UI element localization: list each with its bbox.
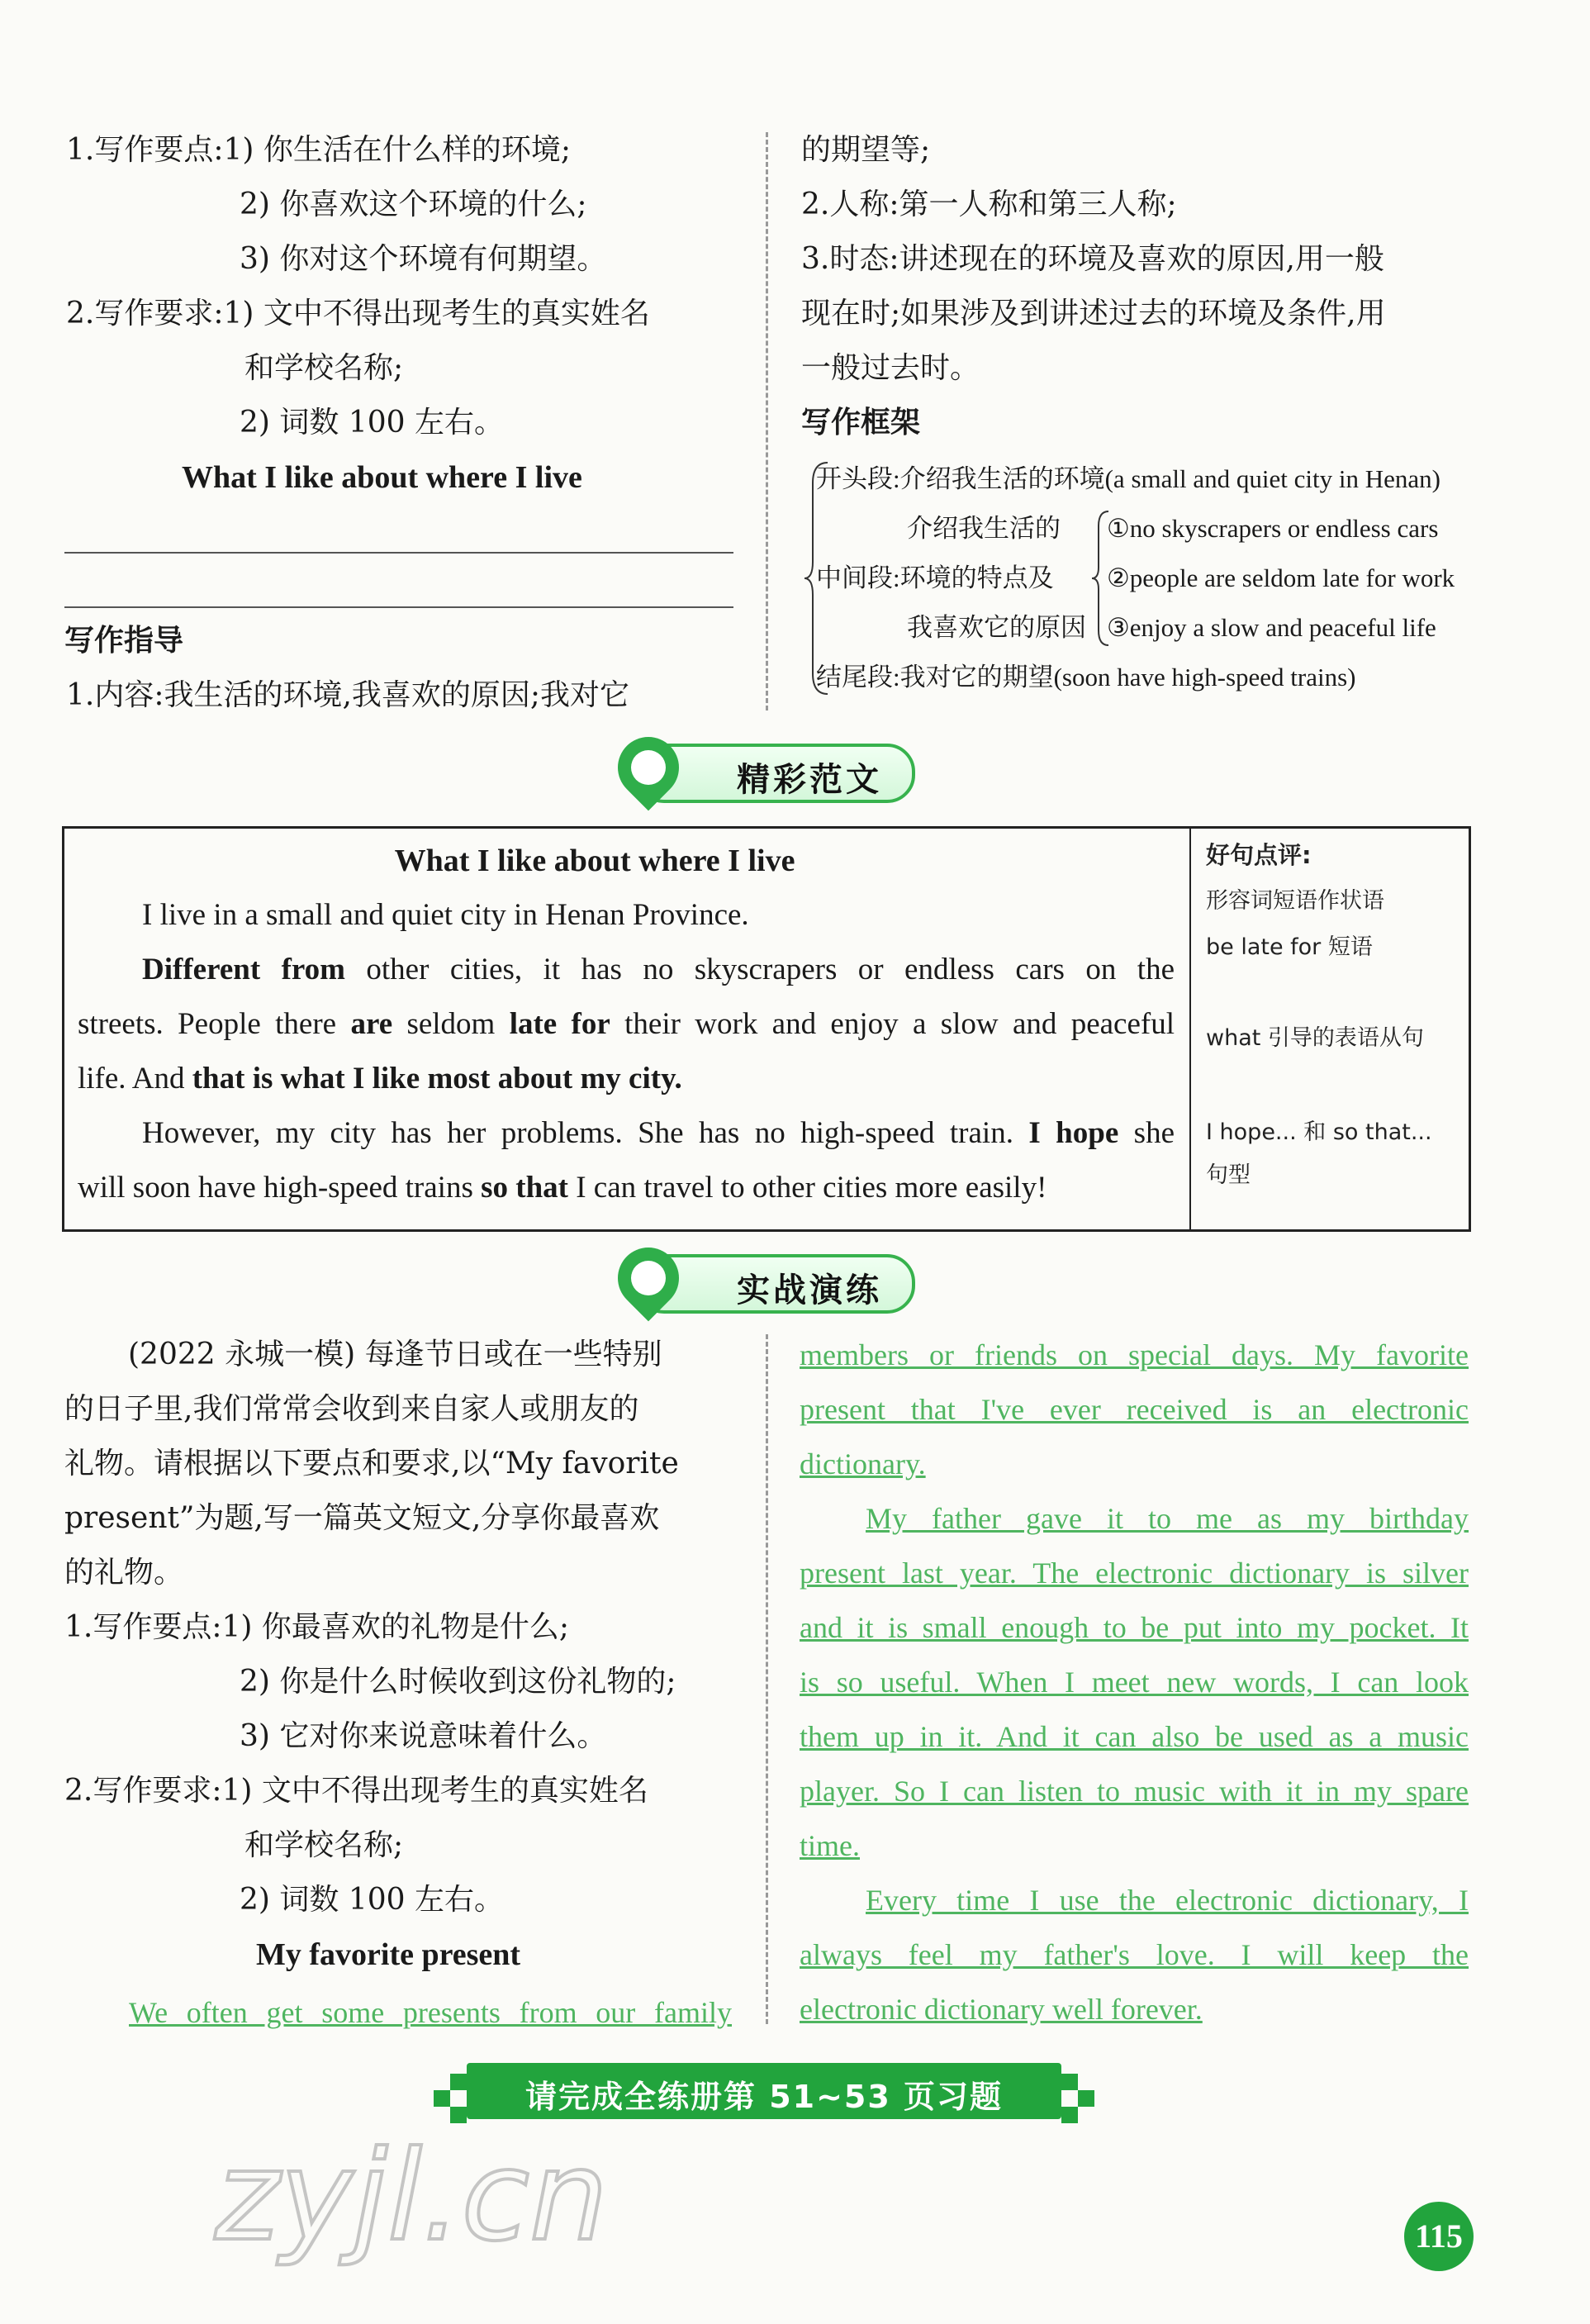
model-title: What I like about where I live xyxy=(394,844,795,878)
checker-decoration-right-1 xyxy=(1061,2074,1078,2090)
model-p2-c1: life. And xyxy=(78,1062,192,1095)
model-p2-line2 xyxy=(78,1006,1175,1043)
framework-heading: 写作框架 xyxy=(801,406,921,440)
model-bold-so-that: so that xyxy=(481,1171,568,1205)
notes-heading: 好句点评: xyxy=(1206,841,1312,869)
column-divider-top xyxy=(766,132,768,711)
guide-line-2: 的期望等; xyxy=(801,133,931,167)
note-3: what 引导的表语从句 xyxy=(1206,1025,1424,1051)
framework-middle-label-2: 中间段:环境的特点及 xyxy=(816,563,1054,592)
framework-ending: 结尾段:我对它的期望(soon have high-speed trains) xyxy=(816,663,1356,691)
page-number-badge xyxy=(1404,2202,1474,2271)
practice-req-1b: 和学校名称; xyxy=(244,1828,404,1862)
checker-decoration-right-3 xyxy=(1061,2107,1078,2123)
answer-line-6: and it is small enough to be put into my pocket. It xyxy=(800,1611,1469,1644)
framework-point-1: ①no skyscrapers or endless cars xyxy=(1107,514,1439,543)
practice-intro-5: 的礼物。 xyxy=(64,1556,184,1590)
practice-req-1: 2.写作要求:1) 文中不得出现考生的真实姓名 xyxy=(64,1774,648,1808)
page-number: 115 xyxy=(1415,2217,1463,2255)
note-2: be late for 短语 xyxy=(1206,934,1373,960)
model-p3-b2: I can travel to other cities more easily! xyxy=(567,1171,1047,1205)
guide-line-5: 现在时;如果涉及到讲述过去的环境及条件,用 xyxy=(801,297,1386,330)
framework-point-2: ②people are seldom late for work xyxy=(1107,563,1455,592)
model-p2-b3: their work and enjoy a slow and peaceful xyxy=(610,1007,1175,1041)
practice-intro-3: 礼物。请根据以下要点和要求,以“My favorite xyxy=(64,1447,679,1480)
watermark-text: zyjl.cn xyxy=(215,2125,609,2269)
answer-line-3: dictionary. xyxy=(800,1447,926,1480)
guide-line-1: 1.内容:我生活的环境,我喜欢的原因;我对它 xyxy=(66,678,630,712)
essay-title-top: What I like about where I live xyxy=(182,460,582,495)
model-p3-line2 xyxy=(78,1170,1047,1206)
model-p1: I live in a small and quiet city in Henan Province. xyxy=(142,898,749,932)
model-p3-a1: However, my city has her problems. She has no high-speed train. xyxy=(142,1116,1029,1150)
exercise-banner-text: 请完成全练册第 51~53 页习题 xyxy=(524,2079,1004,2115)
checker-decoration-left-1 xyxy=(450,2074,467,2090)
model-p3-a2: she xyxy=(1118,1116,1175,1150)
framework-middle-label-3: 我喜欢它的原因 xyxy=(907,613,1086,642)
answer-line-10: time. xyxy=(800,1829,860,1862)
practice-points-3: 3) 它对你来说意味着什么。 xyxy=(240,1719,607,1753)
section-title-model: 精彩范文 xyxy=(737,761,882,799)
model-bold-are: are xyxy=(350,1007,393,1041)
practice-intro-4: present”为题,写一篇英文短文,分享你最喜欢 xyxy=(64,1501,660,1535)
model-notes-divider xyxy=(1189,826,1191,1229)
model-p3-b1: will soon have high-speed trains xyxy=(78,1171,482,1205)
framework-middle-label-1: 介绍我生活的 xyxy=(907,514,1061,543)
checker-decoration-right-2 xyxy=(1078,2090,1094,2107)
answer-line-12: always feel my father's love. I will keep the xyxy=(800,1938,1469,1971)
practice-points-1: 1.写作要点:1) 你最喜欢的礼物是什么; xyxy=(64,1610,569,1644)
section-title-practice: 实战演练 xyxy=(737,1271,882,1309)
answer-line-8: them up in it. And it can also be used as a music xyxy=(800,1720,1469,1753)
checker-decoration-left-2 xyxy=(434,2090,450,2107)
note-1: 形容词短语作状语 xyxy=(1206,888,1384,914)
writing-req-2: 2) 词数 100 左右。 xyxy=(240,406,504,440)
answer-line-7: is so useful. When I meet new words, I can look xyxy=(800,1666,1469,1699)
answer-line-9: player. So I can listen to music with it in my spare xyxy=(800,1775,1469,1808)
answer-line-2 xyxy=(64,606,733,608)
framework-point-3: ③enjoy a slow and peaceful life xyxy=(1107,613,1436,642)
model-p2-line3 xyxy=(78,1061,682,1097)
model-p2-a: other cities, it has no skyscrapers or endless cars on the xyxy=(344,953,1175,986)
model-bold-late-for: late for xyxy=(509,1007,610,1041)
practice-intro-1: (2022 永城一模) 每逢节日或在一些特别 xyxy=(128,1338,662,1371)
answer-line-left: We often get some presents from our family xyxy=(129,1996,732,2029)
model-bold-that-is-what: that is what I like most about my city. xyxy=(192,1062,682,1095)
practice-essay-title: My favorite present xyxy=(256,1937,521,1972)
note-5: 句型 xyxy=(1206,1162,1251,1188)
model-p2-b2: seldom xyxy=(392,1007,510,1041)
writing-points-3: 3) 你对这个环境有何期望。 xyxy=(240,242,607,276)
framework-opening: 开头段:介绍我生活的环境(a small and quiet city in Henan) xyxy=(816,464,1440,493)
guide-line-4: 3.时态:讲述现在的环境及喜欢的原因,用一般 xyxy=(801,242,1384,276)
model-p3-line1 xyxy=(142,1115,1175,1152)
note-4: I hope... 和 so that... xyxy=(1206,1119,1432,1145)
guide-line-3: 2.人称:第一人称和第三人称; xyxy=(801,188,1177,221)
answer-line-1: members or friends on special days. My favorite xyxy=(800,1338,1469,1371)
model-p2-line1 xyxy=(142,952,1175,988)
answer-line-11: Every time I use the electronic dictionary, I xyxy=(866,1884,1469,1917)
watermark-logo xyxy=(206,2115,636,2275)
writing-points-2: 2) 你喜欢这个环境的什么; xyxy=(240,188,587,221)
model-bold-different-from: Different from xyxy=(142,953,345,986)
practice-intro-2: 的日子里,我们常常会收到来自家人或朋友的 xyxy=(64,1392,639,1426)
watermark-icon xyxy=(206,2115,636,2272)
practice-points-2: 2) 你是什么时候收到这份礼物的; xyxy=(240,1665,676,1699)
model-bold-i-hope: I hope xyxy=(1028,1116,1119,1150)
answer-line-4: My father gave it to me as my birthday xyxy=(866,1502,1469,1535)
writing-req-1b: 和学校名称; xyxy=(244,351,404,385)
practice-req-2: 2) 词数 100 左右。 xyxy=(240,1883,504,1917)
guide-line-6: 一般过去时。 xyxy=(801,351,980,385)
writing-points-1: 1.写作要点:1) 你生活在什么样的环境; xyxy=(66,133,571,167)
writing-req-1: 2.写作要求:1) 文中不得出现考生的真实姓名 xyxy=(66,297,650,330)
model-p2-b1: streets. People there xyxy=(78,1007,351,1041)
answer-line-2: present that I've ever received is an electronic xyxy=(800,1393,1469,1426)
column-divider-practice xyxy=(766,1334,768,2024)
answer-line-1 xyxy=(64,552,733,554)
guide-heading: 写作指导 xyxy=(64,624,184,658)
exercise-banner xyxy=(467,2063,1061,2119)
answer-line-5: present last year. The electronic dictionary is silver xyxy=(800,1556,1469,1590)
answer-line-13: electronic dictionary well forever. xyxy=(800,1993,1203,2026)
